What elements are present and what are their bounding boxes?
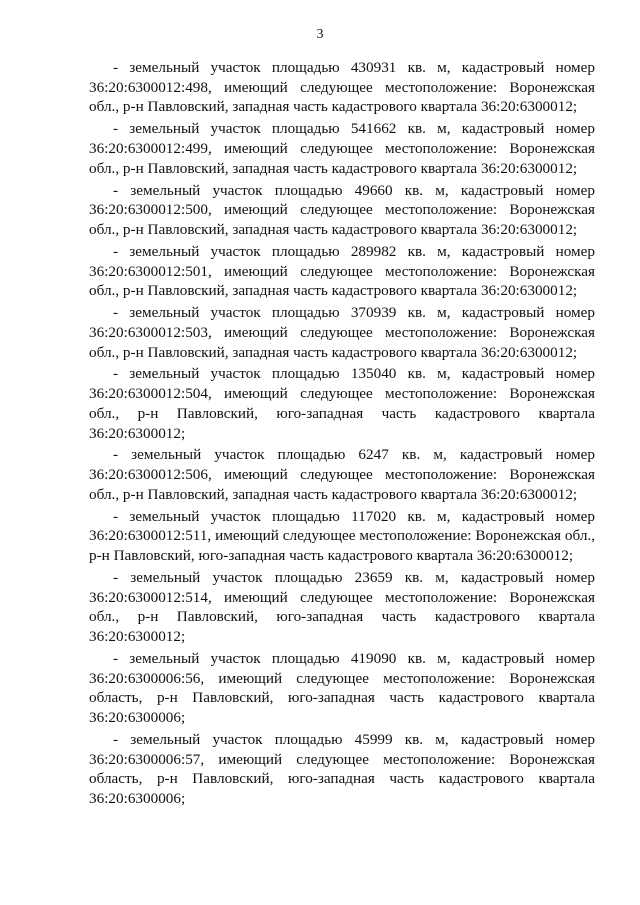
list-item-text: - земельный участок площадью 6247 кв. м, кадастровый номер 36:20:6300012:506, имеющий следующее местоположение: Воронежская обл., р-н Павловский, западная часть кадастрового квартала 36:20:6300012; — [89, 446, 595, 503]
list-item — [89, 181, 595, 240]
list-item-text: - земельный участок площадью 117020 кв. м, кадастровый номер 36:20:6300012:511, имеющий следующее местоположение: Воронежская обл., р-н Павловский, юго-западная часть кадастрового квартала 36:20:6300012; — [89, 507, 595, 565]
list-item-text: - земельный участок площадью 289982 кв. м, кадастровый номер 36:20:6300012:501, имеющий следующее местоположение: Воронежская обл., р-н Павловский, западная часть кадастрового квартала 36:20:6300012; — [89, 242, 595, 300]
list-item — [89, 242, 595, 301]
list-item — [89, 364, 595, 443]
list-item — [89, 445, 595, 504]
page-number: 3 — [316, 27, 324, 42]
list-item-text: - земельный участок площадью 430931 кв. м, кадастровый номер 36:20:6300012:498, имеющий следующее местоположение: Воронежская обл., р-н Павловский, западная часть кадастрового квартала 36:20:6300012; — [89, 59, 595, 116]
list-item-text: - земельный участок площадью 135040 кв. м, кадастровый номер 36:20:6300012:504, имеющий следующее местоположение: Воронежская обл., р-н Павловский, юго-западная часть кадастрового квартала 36:20:6300012; — [89, 365, 595, 442]
list-item-text: - земельный участок площадью 23659 кв. м, кадастровый номер 36:20:6300012:514, имеющий следующее местоположение: Воронежская обл., р-н Павловский, юго-западная часть кадастрового квартала 36:20:6300012; — [89, 569, 595, 646]
list-item — [89, 568, 595, 647]
list-item — [89, 649, 595, 728]
list-item — [89, 58, 595, 117]
list-item-text: - земельный участок площадью 370939 кв. м, кадастровый номер 36:20:6300012:503, имеющий следующее местоположение: Воронежская обл., р-н Павловский, западная часть кадастрового квартала 36:20:6300012; — [89, 304, 595, 361]
list-item — [89, 119, 595, 178]
list-item — [89, 303, 595, 362]
list-item-text: - земельный участок площадью 541662 кв. м, кадастровый номер 36:20:6300012:499, имеющий следующее местоположение: Воронежская обл., р-н Павловский, западная часть кадастрового квартала 36:20:6300012; — [89, 120, 595, 177]
list-item-text: - земельный участок площадью 45999 кв. м, кадастровый номер 36:20:6300006:57, имеющий следующее местоположение: Воронежская область, р-н Павловский, юго-западная часть кадастрового квартала 36:20:6300006; — [89, 731, 595, 808]
list-item-text: - земельный участок площадью 419090 кв. м, кадастровый номер 36:20:6300006:56, имеющий следующее местоположение: Воронежская область, р-н Павловский, юго-западная часть кадастрового квартала 36:20:6300006; — [89, 650, 595, 727]
list-item — [89, 730, 595, 809]
list-item — [89, 507, 595, 566]
document-body — [89, 58, 595, 811]
list-item-text: - земельный участок площадью 49660 кв. м, кадастровый номер 36:20:6300012:500, имеющий следующее местоположение: Воронежская обл., р-н Павловский, западная часть кадастрового квартала 36:20:6300012; — [89, 181, 595, 238]
